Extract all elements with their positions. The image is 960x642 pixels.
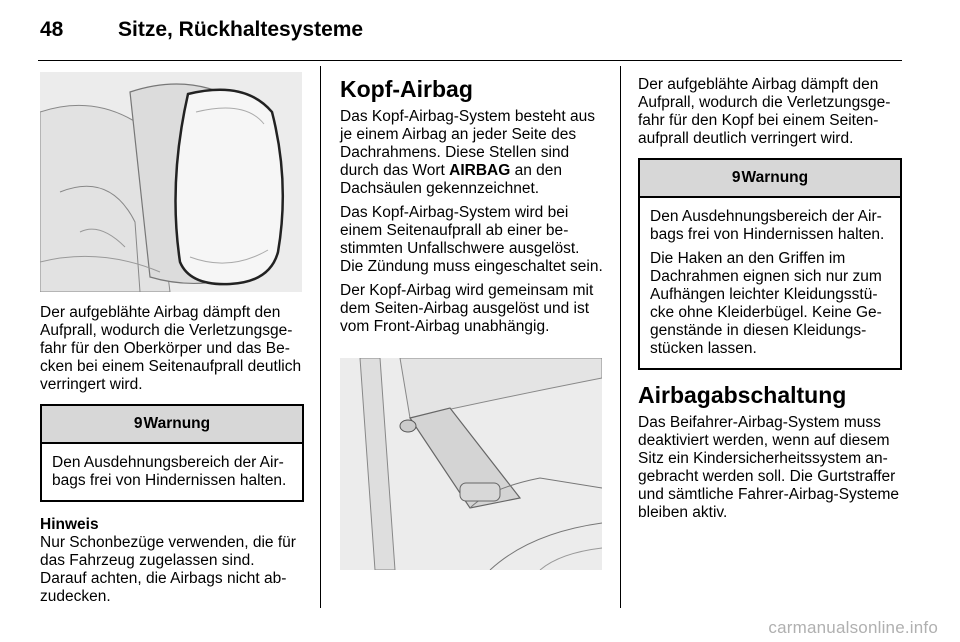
seat-airbag-paragraph: Der aufgeblähte Airbag dämpft den Aufprall, wodurch die Verletzungsgefahr für den Oberkörper und das Becken bei einem Seitenaufprall deutlich verringert wird.	[40, 304, 302, 393]
page-number: 48	[40, 18, 64, 41]
warning-box-2	[638, 158, 902, 370]
airbag-keyword: AIRBAG	[449, 162, 511, 179]
note-block	[40, 516, 304, 606]
column-divider-2	[620, 66, 621, 608]
head-airbag-paragraph: Der aufgeblähte Airbag dämpft den Aufprall, wodurch die Verletzungsgefahr für den Kopf bei einem Seitenaufprall deutlich verringert wird.	[638, 76, 891, 147]
page-title: Sitze, Rückhaltesysteme	[118, 18, 364, 41]
watermark: carmanualsonline.info	[768, 618, 938, 637]
header-rule	[38, 60, 902, 61]
warning-header	[42, 406, 302, 444]
column-divider-1	[320, 66, 321, 608]
column-2	[340, 76, 604, 342]
seat-airbag-illustration	[40, 72, 302, 292]
warning-text-1: Den Ausdehnungsbereich der Airbags frei von Hindernissen halten.	[650, 208, 885, 243]
column-3	[638, 76, 902, 528]
kopf-airbag-paragraph-2: Das Kopf-Airbag-System wird bei einem Seitenaufprall ab einer bestimmten Unfallschwere ausgelöst. Die Zündung muss eingeschaltet sein.	[340, 204, 603, 275]
column-1	[40, 304, 304, 612]
kopf-airbag-paragraph-1: Das Kopf-Airbag-System besteht aus je einem Airbag an jeder Seite des Dachrahmens. Diese Stellen sind durch das Wort AIRBAG an den Dachsäulen gekennzeichnet.	[340, 108, 596, 197]
warning-triangle-icon: 9	[133, 415, 143, 432]
kopf-airbag-heading: Kopf-Airbag	[340, 76, 473, 102]
note-text: Nur Schonbezüge verwenden, die für das Fahrzeug zugelassen sind. Darauf achten, die Airbags nicht abzudecken.	[40, 534, 296, 605]
head-airbag-illustration	[340, 358, 602, 570]
warning-header	[640, 160, 900, 198]
airbagabschaltung-heading: Airbagabschaltung	[638, 382, 847, 408]
warning-triangle-icon: 9	[731, 169, 741, 186]
warning-box-1	[40, 404, 304, 502]
note-title: Hinweis	[40, 516, 99, 533]
warning-title: Warnung	[143, 415, 211, 432]
warning-title: Warnung	[741, 169, 809, 186]
airbagabschaltung-paragraph: Das Beifahrer-Airbag-System muss deaktiviert werden, wenn auf diesem Sitz ein Kindersicherheitssystem angebracht werden soll. Die Gurtstraffer und sämtliche Fahrer-Airbag-Systeme bleiben aktiv.	[638, 414, 900, 521]
kopf-airbag-paragraph-3: Der Kopf-Airbag wird gemeinsam mit dem Seiten-Airbag ausgelöst und ist vom Front-Airbag unabhängig.	[340, 282, 594, 335]
warning-text: Den Ausdehnungsbereich der Airbags frei von Hindernissen halten.	[52, 454, 287, 489]
warning-text-2: Die Haken an den Griffen im Dachrahmen eignen sich nur zum Aufhängen leichter Kleidungsstücke ohne Kleiderbügel. Keine Gegenstände in diesen Kleidungsstücken lassen.	[650, 250, 882, 357]
